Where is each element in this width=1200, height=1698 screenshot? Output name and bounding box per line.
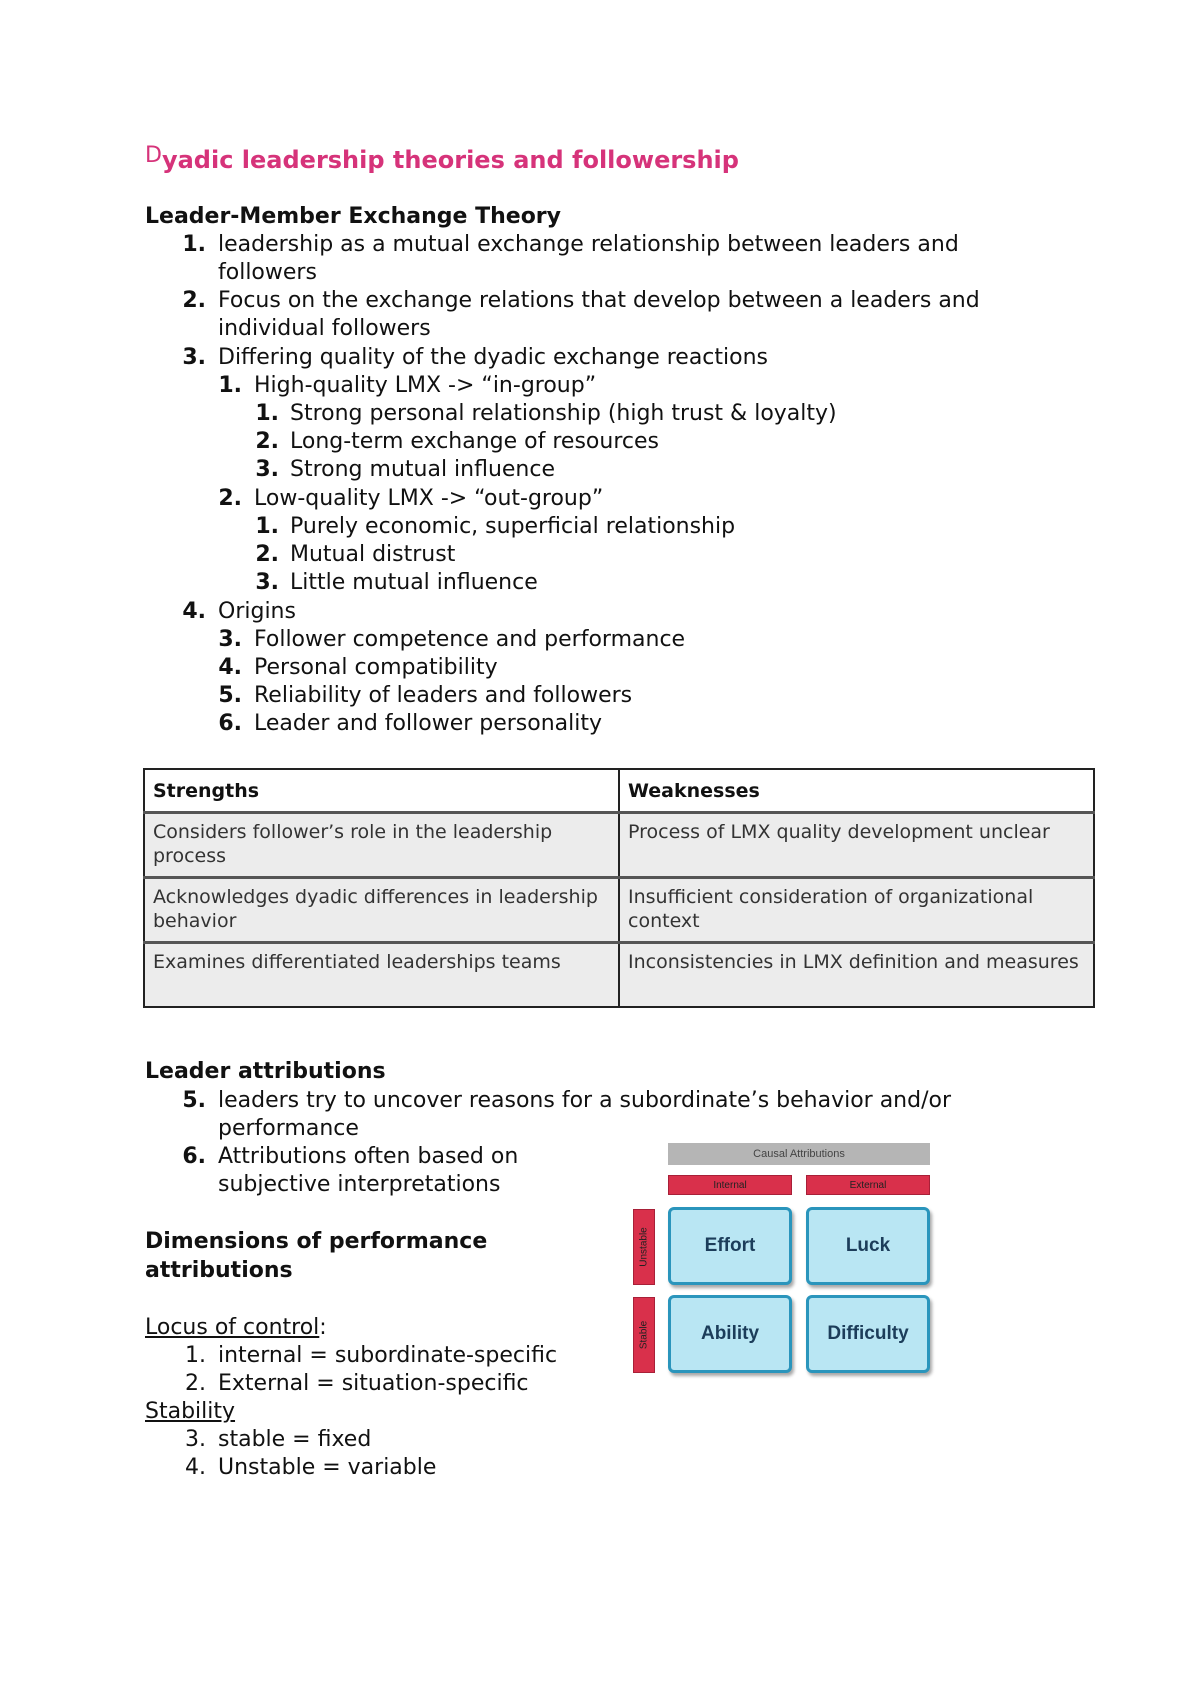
page-title: [145, 143, 739, 174]
diagram-row-stable: Stable: [633, 1297, 655, 1373]
diagram-col-internal: Internal: [668, 1175, 792, 1195]
table-cell: Examines differentiated leaderships teams: [144, 943, 619, 1008]
diagram-cell-difficulty: Difficulty: [806, 1295, 930, 1373]
table-cell: Insufficient consideration of organizational context: [619, 878, 1094, 943]
diagram-row-unstable: Unstable: [633, 1209, 655, 1285]
header-strengths: Strengths: [144, 769, 619, 813]
table-row: [144, 878, 1094, 943]
title-text: yadic leadership theories and followership: [161, 146, 739, 174]
table-row: [144, 943, 1094, 1008]
causal-attributions-diagram: [633, 1143, 933, 1379]
table-cell: Acknowledges dyadic differences in leadership behavior: [144, 878, 619, 943]
title-initial: D: [145, 143, 162, 168]
table-cell: Considers follower’s role in the leadership process: [144, 813, 619, 878]
document-page: Dyadic leadership theories and followership Leader-Member Exchange Theory 1. leadership as a mutual exchange relationship between leaders and followers 2. Focus on the exchange relations that develop between a leaders and individual followers 3. Differing quality of the dyadic exchange reactions 1. High-quality LMX -> “in-group” 1. Strong personal relationship (high trust & loyalty) 2. Long-term exchange of resources 3. Strong mutual influence 2. Low-quality LMX -> “out-group” 1. Purely economic, superficial relationship 2. Mutual distrust 3. Little mutual influence 4. Origins 3. Follower competence and performance 4. Personal compatibility 5. Reliability of leaders and followers 6. Leader and follower personality Strengths Weaknesses Considers follower’s role in the leadership process Process of LMX quality development unclear Acknowledges dyadic differences in leadership behavior Insufficient consideration of organizational context Examines differentiated leaderships teams Inconsistencies in LMX definition and measures Leader attributions 5. leaders try to uncover reasons for a subordinate’s behavior and/or performance 6. Attributions often based on subjective interpretations Dimensions of performance attributions Locus of control: 1. internal = subordinate-specific 2. External = situation-specific Stability 3. stable = fixed 4. Unstable = variable Causal Attributions Internal External Unstable Stable Effort Luck Ability Difficulty: [0, 0, 1200, 1698]
dimensions-heading-line2: attributions: [145, 1258, 293, 1283]
diagram-cell-effort: Effort: [668, 1207, 792, 1285]
table-cell: Inconsistencies in LMX definition and measures: [619, 943, 1094, 1008]
attributions-heading: Leader attributions: [145, 1059, 386, 1084]
diagram-cell-luck: Luck: [806, 1207, 930, 1285]
diagram-title: Causal Attributions: [668, 1143, 930, 1165]
strengths-weaknesses-table: [143, 768, 1095, 1008]
diagram-cell-ability: Ability: [668, 1295, 792, 1373]
lmx-heading: Leader-Member Exchange Theory: [145, 204, 562, 229]
locus-of-control-label: Locus of control:: [145, 1315, 327, 1340]
table-cell: Process of LMX quality development unclear: [619, 813, 1094, 878]
stability-label: Stability: [145, 1399, 236, 1424]
table-row: [144, 813, 1094, 878]
dimensions-heading-line1: Dimensions of performance: [145, 1229, 488, 1254]
header-weaknesses: Weaknesses: [619, 769, 1094, 813]
table-header-row: [144, 769, 1094, 813]
diagram-col-external: External: [806, 1175, 930, 1195]
